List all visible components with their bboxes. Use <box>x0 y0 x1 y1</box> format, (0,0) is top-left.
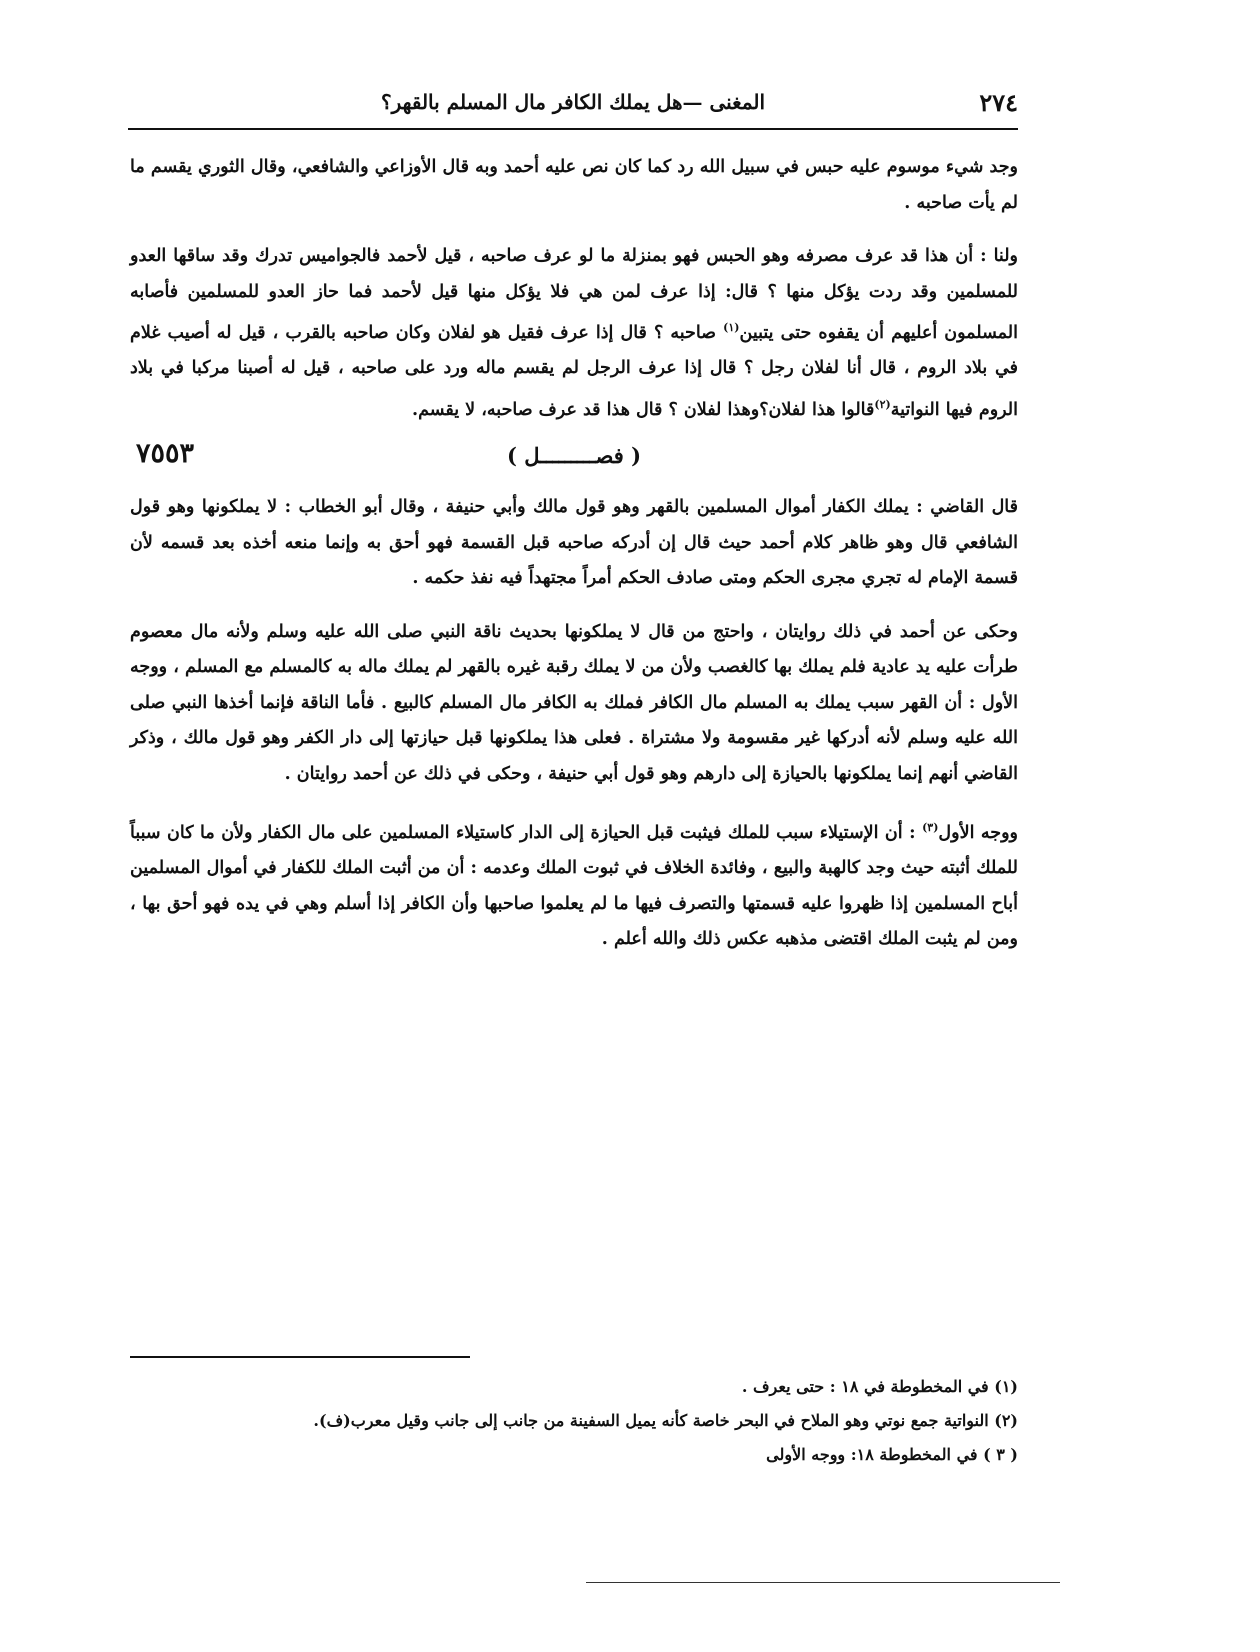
footnote-mark-2: (٢) <box>874 397 891 411</box>
footnote-mark-1: (١) <box>723 321 740 334</box>
paragraph-5-rest: : أن الإستيلاء سبب للملك فيثبت قبل الحيازة إلى الدار كاستيلاء المسلمين على مال الكفار ولأن ما كان سبباً للملك أثبته حيث وجد كالهبة والبيع ، وفائدة الخلاف في ثبوت الملك وعدمه : أن من أثبت الملك للكفار في أموال المسلمين أباح المسلمين إذا ظهروا عليه قسمتها والتصرف فيها ما لم يعلموا صاحبها وأن الكافر إذا أسلم وهي في يده فهو أحق بها ، ومن لم يثبت الملك اقتضى مذهبه عكس ذلك والله أعلم . <box>130 822 1018 950</box>
footnote-1: (١) في المخطوطة في ١٨ : حتى يعرف . <box>741 1377 1018 1396</box>
paragraph-4: وحكى عن أحمد في ذلك روايتان ، واحتج من قال لا يملكونها بحديث ناقة النبي صلى الله عليه وسلم ولأنه مال معصوم طرأت عليه يد عادية فلم يملك بها كالغصب ولأن من لا يملك رقبة غيره بالقهر لم يملك ماله به كالمسلم مع المسلم ، ووجه الأول : أن القهر سبب يملك به المسلم مال الكافر فملك به الكافر مال المسلم كالبيع . فأما الناقة فإنما أخذها النبي صلى الله عليه وسلم لأنه أدركها غير مقسومة ولا مشتراة . فعلى هذا يملكونها قبل حيازتها إلى دار الكفر وهو قول مالك ، وذكر القاضي أنهم إنما يملكونها بالحيازة إلى دارهم وهو قول أبي حنيفة ، وحكى في ذلك عن أحمد روايتان . <box>130 621 1018 784</box>
footnote-3: ( ٣ ) في المخطوطة ١٨: ووجه الأولى <box>766 1445 1018 1464</box>
running-title: المغنى —هل يملك الكافر مال المسلم بالقهر؟ <box>380 90 766 114</box>
footnote-2: (٢) النواتية جمع نوتي وهو الملاح في البحر خاصة كأنه يميل السفينة من جانب إلى جانب وقيل معرب(ف). <box>313 1411 1018 1430</box>
footnotes <box>130 1370 1018 1472</box>
section-title: ( فصـــــــــل ) <box>506 443 642 469</box>
section-heading <box>130 434 1018 480</box>
footnote-divider <box>130 1356 470 1358</box>
section-number: ٧٥٥٣ <box>136 438 195 470</box>
page-header <box>128 78 1018 130</box>
footnote-mark-3: (٣) <box>922 821 939 835</box>
page-number: ٢٧٤ <box>979 88 1018 117</box>
main-text <box>130 150 1018 976</box>
paragraph-5 <box>130 810 1018 958</box>
bottom-rule <box>586 1582 1060 1583</box>
paragraph-2 <box>130 239 1018 428</box>
paragraph-2-part-c: قالوا هذا لفلان؟وهذا لفلان ؟ قال هذا قد عرف صاحبه، لا يقسم. <box>412 399 875 420</box>
paragraph-3: قال القاضي : يملك الكفار أموال المسلمين بالقهر وهو قول مالك وأبي حنيفة ، وقال أبو الخطاب : لا يملكونها وهو قول الشافعي قال وهو ظاهر كلام أحمد حيث قال إن أدركه صاحبه قبل القسمة فهو أحق به وإنما منعه أخذه بعد قسمه لأن قسمة الإمام له تجري مجرى الحكم ومتى صادف الحكم أمراً مجتهداً فيه نفذ حكمه . <box>130 497 1018 589</box>
paragraph-2-part-a: ولنا : أن هذا قد عرف مصرفه وهو الحبس فهو بمنزلة ما لو عرف صاحبه ، قيل لأحمد فالجواميس تدرك وقد ساقها العدو للمسلمين وقد ردت يؤكل منها ؟ قال: إذا عرف لمن هي فلا يؤكل منها قيل لأحمد فما حاز العدو للمسلمين فأصابه المسلمون أعليهم أن يقفوه حتى يتبين <box>130 246 1018 343</box>
paragraph-1: وجد شيء موسوم عليه حبس في سبيل الله رد كما كان نص عليه أحمد وبه قال الأوزاعي والشافعي، وقال الثوري يقسم ما لم يأت صاحبه . <box>130 157 1018 213</box>
paragraph-5-lead: ووجه الأول <box>938 822 1019 843</box>
paragraph-2-part-b: صاحبه ؟ قال إذا عرف فقيل هو لفلان وكان صاحبه بالقرب ، قيل له أصيب غلام في بلاد الروم ، قال أنا لفلان رجل ؟ قال إذا عرف الرجل لم يقسم ماله ورد على صاحبه ، قيل له أصبنا مركبا في بلاد الروم فيها النواتية <box>130 322 1018 420</box>
